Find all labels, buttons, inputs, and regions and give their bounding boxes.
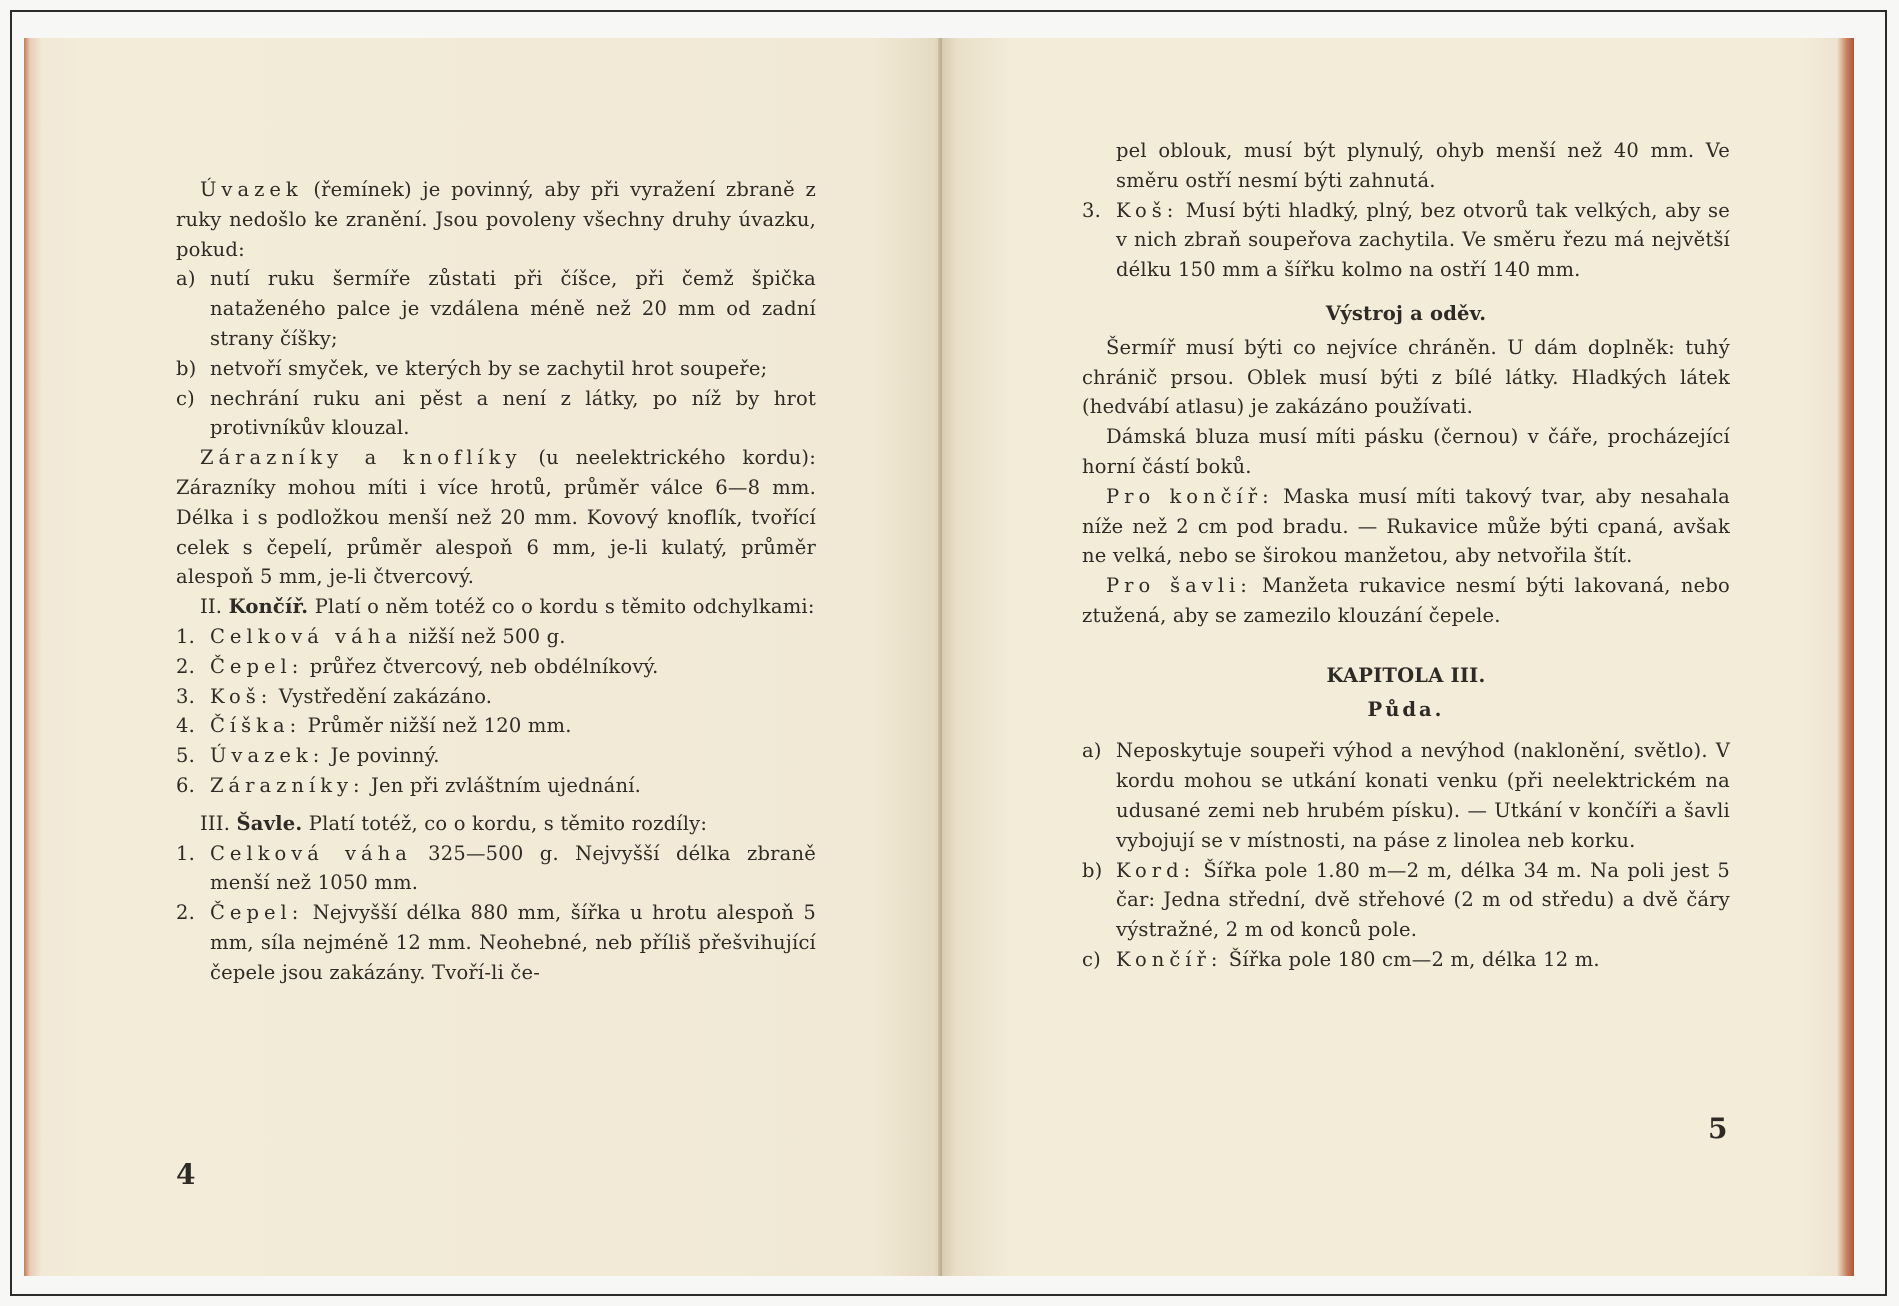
uvazek-term: Úvazek	[200, 178, 303, 201]
uvazek-item-a	[176, 264, 816, 353]
item-term: Úvazek:	[210, 744, 325, 768]
item-text: nutí ruku šermíře zůstati při číšce, při čemž špička nataženého palce je vzdálena méně než 20 mm od zadní strany číšky;	[210, 267, 816, 350]
uvazek-paragraph	[176, 175, 816, 264]
item-term: Čepel:	[210, 654, 304, 678]
continuation-text: pel oblouk, musí být plynulý, ohyb menší než 40 mm. Ve směru ostří nesmí býti zahnutá.	[1116, 139, 1730, 192]
uvazek-item-b	[176, 354, 816, 384]
item-text: Nejvyšší délka 880 mm, šířka u hrotu alespoň 5 mm, síla nejméně 12 mm. Neohebné, neb příliš přešvihující čepele jsou zakázány. Tvoří-li če-	[210, 901, 816, 984]
item-term: Celková váha	[210, 624, 402, 648]
koncir-item-2	[176, 652, 816, 682]
puda-item-c	[1082, 945, 1730, 975]
item-label: c)	[1082, 947, 1101, 971]
item-text: Neposkytuje soupeři výhod a nevýhod (naklonění, světlo). V kordu mohou se utkání konati venku (při neelektrickém na udusané zemi neb hrubém písku). — Utkání v končíři a šavli vybojují se v místnosti, na páse z linolea neb korku.	[1116, 739, 1730, 852]
koncir-item-5	[176, 741, 816, 771]
savle-item-1	[176, 839, 816, 899]
koncir-section	[176, 592, 816, 622]
savle-text: Platí totéž, co o kordu, s těmito rozdíly:	[302, 811, 708, 835]
item-term: Koš:	[210, 684, 273, 708]
savle-number: III.	[200, 811, 231, 835]
item-text: Musí býti hladký, plný, bez otvorů tak velkých, aby se v nich zbraň soupeřova zachytila. Ve směru řezu má největší délku 150 mm a šířku kolmo na ostří 140 mm.	[1116, 198, 1730, 282]
puda-item-b	[1082, 856, 1730, 945]
item-label: b)	[176, 356, 197, 380]
kos-item	[1082, 196, 1730, 285]
item-label: b)	[1082, 858, 1103, 882]
zarazniky-paragraph	[176, 443, 816, 592]
koncir-equipment-paragraph	[1082, 482, 1730, 571]
item-label: a)	[1082, 739, 1102, 763]
savle-section	[176, 809, 816, 839]
item-text: Šířka pole 1.80 m—2 m, délka 34 m. Na poli jest 5 čar: Jedna střední, dvě střehové (2 m od středu) a dvě čáry výstražné, 2 m od konců pole.	[1116, 858, 1730, 942]
page-number-left: 4	[176, 1158, 196, 1191]
item-term: Celková váha	[210, 841, 412, 865]
item-label: 2.	[176, 901, 196, 925]
item-label: 1.	[176, 841, 196, 865]
puda-item-a	[1082, 736, 1730, 855]
koncir-item-1	[176, 622, 816, 652]
uvazek-item-c	[176, 384, 816, 444]
koncir-equipment-term: Pro končíř:	[1106, 484, 1274, 508]
item-label: 4.	[176, 714, 196, 738]
item-term: Čepel:	[210, 901, 304, 925]
zarazniky-term: Zárazníky a knoflíky	[200, 446, 522, 470]
zarazniky-text: (u neelektrického kordu): Zárazníky mohou míti i více hrotů, průměr válce 6—8 mm. Délka i s podložkou menší než 20 mm. Kovový knoflík, tvořící celek s čepelí, průměr alespoň 6 mm, je-li kulatý, průměr alespoň 5 mm, je-li čtvercový.	[176, 446, 817, 589]
left-page	[24, 38, 942, 1276]
item-term: Koš:	[1116, 198, 1179, 222]
item-text: průřez čtvercový, neb obdélníkový.	[303, 654, 659, 678]
item-text: 325—500 g. Nejvyšší délka zbraně menší než 1050 mm.	[210, 841, 816, 895]
chapter-title: KAPITOLA III.	[1326, 663, 1486, 687]
koncir-equipment-text: Maska musí míti takový tvar, aby nesahala níže než 2 cm pod bradu. — Rukavice může býti cpaná, avšak ne velká, nebo se širokou manžetou, aby netvořila štít.	[1082, 484, 1731, 568]
left-page-text	[176, 175, 816, 988]
item-label: a)	[176, 267, 196, 291]
koncir-number: II.	[200, 595, 223, 619]
item-text: nechrání ruku ani pěst a není z látky, po níž by hrot protivníkův klouzal.	[210, 386, 816, 440]
uvazek-text: (řemínek) je povinný, aby při vyražení zbraně z ruky nedošlo ke zranění. Jsou povoleny všechny druhy úvazku, pokud:	[176, 178, 816, 261]
chapter-subtitle: Půda.	[1367, 697, 1445, 721]
savle-equipment-text: Manžeta rukavice nesmí býti lakovaná, nebo ztužená, aby se zamezilo klouzání čepele.	[1082, 574, 1730, 627]
savle-equipment-term: Pro šavli:	[1106, 574, 1252, 598]
item-text: Šířka pole 180 cm—2 m, délka 12 m.	[1222, 947, 1600, 971]
continuation-block	[1082, 136, 1730, 196]
item-text: Průměr nižší než 120 mm.	[301, 714, 572, 738]
item-label: 3.	[176, 684, 196, 708]
item-text: Vystředění zakázáno.	[272, 684, 493, 708]
savle-equipment-paragraph	[1082, 571, 1730, 631]
item-label: 5.	[176, 744, 196, 768]
vystroj-paragraph-2: Dámská bluza musí míti pásku (černou) v čáře, procházející horní částí boků.	[1082, 425, 1730, 478]
item-label: 3.	[1082, 198, 1102, 222]
item-term: Kord:	[1116, 858, 1196, 882]
vystroj-paragraph-1: Šermíř musí býti co nejvíce chráněn. U dám doplněk: tuhý chránič prsou. Oblek musí býti z bílé látky. Hladkých látek (hedvábí atlasu) je zakázáno používati.	[1082, 335, 1730, 419]
item-text: netvoří smyček, ve kterých by se zachytil hrot soupeře;	[210, 356, 768, 380]
item-label: 6.	[176, 773, 196, 797]
item-term: Končíř:	[1116, 947, 1223, 971]
item-term: Číška:	[210, 714, 302, 738]
item-label: 2.	[176, 654, 196, 678]
open-booklet	[20, 38, 1860, 1276]
item-label: 1.	[176, 624, 196, 648]
item-label: c)	[176, 386, 195, 410]
savle-heading: Šavle.	[236, 811, 303, 835]
savle-item-2	[176, 898, 816, 987]
koncir-heading: Končíř.	[228, 595, 309, 619]
page-number-right: 5	[1708, 1112, 1728, 1145]
koncir-item-3	[176, 682, 816, 712]
item-term: Zárazníky:	[210, 773, 365, 797]
right-page-text	[1082, 136, 1730, 975]
item-text: Jen při zvláštním ujednání.	[364, 773, 642, 797]
item-text: Je povinný.	[324, 744, 440, 768]
item-text: nižší než 500 g.	[401, 624, 566, 648]
koncir-item-4	[176, 711, 816, 741]
right-page	[942, 38, 1854, 1276]
koncir-text: Platí o něm totéž co o kordu s těmito odchylkami:	[308, 595, 815, 619]
koncir-item-6	[176, 771, 816, 801]
vystroj-heading: Výstroj a oděv.	[1325, 301, 1487, 325]
